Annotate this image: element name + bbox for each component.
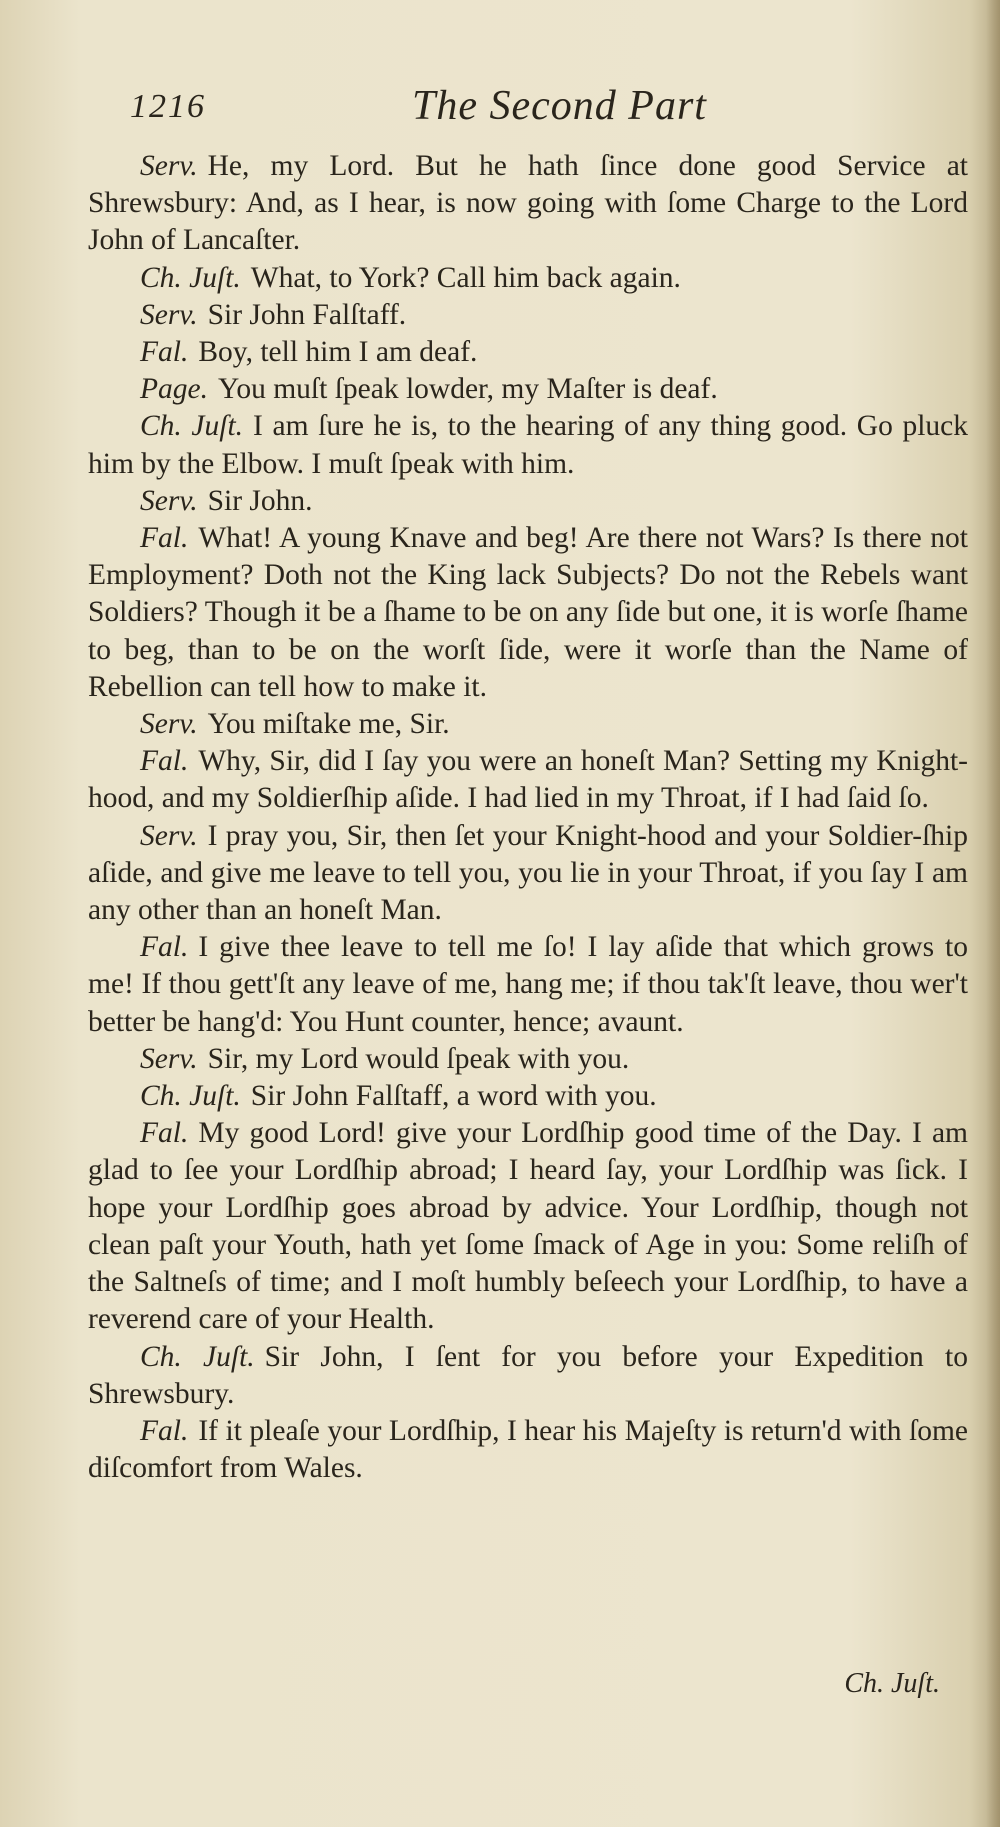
speaker-name: Fal.: [140, 1117, 189, 1150]
page-number: 1216: [130, 88, 206, 125]
speech-text: Why, Sir, did I ſay you were an honeſt Man? Setting my Knight-hood, and my Soldierſhip aſide. I had lied in my Throat, if I had ſaid ſo.: [88, 745, 968, 815]
speech-line: [88, 260, 968, 297]
speech-line: [88, 408, 968, 482]
speaker-name: Fal.: [140, 931, 189, 964]
speaker-name: Ch. Juſt.: [140, 410, 244, 443]
running-title: The Second Part: [412, 83, 707, 129]
speech-line: [88, 1339, 968, 1413]
play-text: [88, 148, 968, 1487]
speech-line: [88, 1413, 968, 1487]
speech-text: You miſtake me, Sir.: [207, 708, 450, 741]
speech-text: If it pleaſe your Lordſhip, I hear his Majeſty is return'd with ſome diſcomfort from Wales.: [88, 1414, 968, 1485]
speech-line: [88, 706, 968, 743]
speech-line: [88, 743, 968, 817]
page-edge-shadow: [986, 0, 1000, 1827]
speaker-name: Serv.: [140, 484, 198, 517]
speaker-name: Serv.: [140, 150, 198, 182]
page-header: [0, 82, 1000, 132]
speaker-name: Ch. Juſt.: [140, 1080, 241, 1113]
speech-line: [88, 929, 968, 1041]
speech-line: [88, 148, 968, 260]
speech-line: [88, 483, 968, 520]
speech-text: Sir John, I ſent for you before your Expedition to Shrewsbury.: [88, 1340, 968, 1410]
speech-line: [88, 297, 968, 334]
speech-text: Sir, my Lord would ſpeak with you.: [207, 1042, 630, 1075]
speaker-name: Serv.: [140, 708, 198, 741]
speech-text: My good Lord! give your Lordſhip good time of the Day. I am glad to ſee your Lordſhip abroad; I heard ſay, your Lordſhip was ſick. I hope your Lordſhip goes abroad by advice. Your Lordſhip, though not clean paſt your Youth, hath yet ſome ſmack of Age in you: Some reliſh of the Saltneſs of time; and I moſt humbly beſeech your Lordſhip, to have a reverend care of your Health.: [88, 1117, 968, 1336]
speaker-name: Ch. Juſt.: [140, 1340, 255, 1373]
speech-line: [88, 1041, 968, 1078]
speaker-name: Fal.: [140, 745, 189, 778]
speech-text: Boy, tell him I am deaf.: [198, 336, 478, 369]
speaker-name: Fal.: [140, 336, 189, 369]
speaker-name: Serv.: [140, 819, 198, 852]
speech-line: [88, 371, 968, 408]
speech-text: I pray you, Sir, then ſet your Knight-hood and your Soldier-ſhip aſide, and give me leave to tell you, you lie in your Throat, if you ſay I am any other than an honeſt Man.: [88, 819, 968, 927]
speech-line: [88, 1115, 968, 1338]
speech-line: [88, 334, 968, 371]
speech-text: Sir John Falſtaff.: [207, 298, 407, 331]
speech-text: What! A young Knave and beg! Are there not Wars? Is there not Employment? Doth not the King lack Subjects? Do not the Rebels want Soldiers? Though it be a ſhame to be on any ſide but one, it is worſe ſhame to beg, than to be on the worſt ſide, were it worſe than the Name of Rebellion can tell how to make it.: [88, 522, 968, 703]
speech-text: Sir John.: [207, 484, 313, 517]
speaker-name: Page.: [140, 373, 208, 406]
speech-text: You muſt ſpeak lowder, my Maſter is deaf.: [218, 373, 718, 406]
speech-text: Sir John Falſtaff, a word with you.: [250, 1080, 657, 1113]
speech-text: What, to York? Call him back again.: [250, 261, 681, 294]
speech-line: [88, 1078, 968, 1115]
speaker-name: Fal.: [140, 1414, 189, 1447]
catchword: Ch. Juſt.: [844, 1668, 940, 1699]
speech-line: [88, 520, 968, 706]
speech-text: He, my Lord. But he hath ſince done good Service at Shrewsbury: And, as I hear, is now going with ſome Charge to the Lord John of Lancaſter.: [88, 150, 968, 257]
speaker-name: Ch. Juſt.: [140, 261, 241, 294]
speaker-name: Fal.: [140, 522, 189, 555]
speaker-name: Serv.: [140, 1042, 198, 1075]
speaker-name: Serv.: [140, 298, 198, 331]
speech-text: I give thee leave to tell me ſo! I lay aſide that which grows to me! If thou gett'ſt any leave of me, hang me; if thou tak'ſt leave, thou wer't better be hang'd: You Hunt counter, hence; avaunt.: [88, 931, 968, 1038]
speech-text: I am ſure he is, to the hearing of any thing good. Go pluck him by the Elbow. I muſt ſpeak with him.: [88, 410, 968, 480]
speech-line: [88, 818, 968, 930]
